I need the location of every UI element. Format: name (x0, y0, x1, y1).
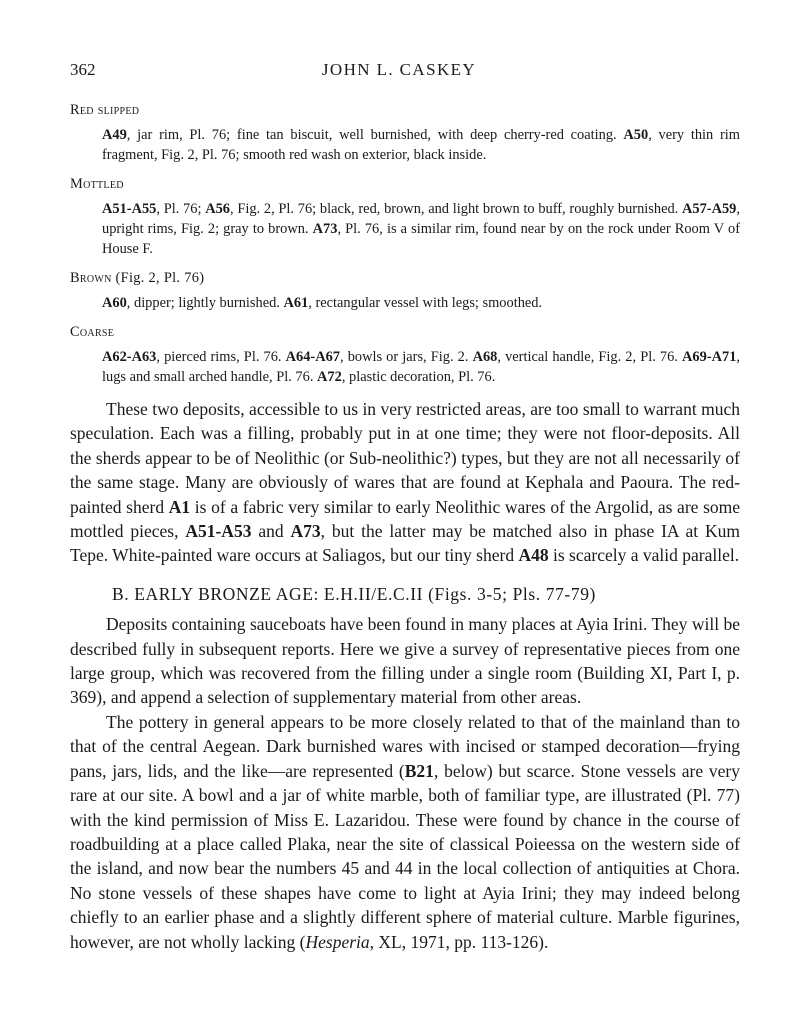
paragraph-text: is of a fabric very similar to early Neolithic wares of the Argolid, as are some mottled pieces, (70, 496, 741, 542)
paragraph-text: The pottery in general appears to be more closely related to that of the mainland than to that of the central Aegean. Dark burnished wares with incised or stamped decoration—frying pans, jars, lids, and the like—are represented ( (70, 711, 740, 781)
heading-mottled: Mottled (70, 176, 124, 192)
catalogue-number: A57-A59 (682, 201, 737, 217)
entry-text: , jar rim, Pl. 76; fine tan biscuit, well burnished, with deep cherry-red coating. (126, 127, 624, 143)
section-heading: B. EARLY BRONZE AGE: E.H.II/E.C.II (Figs. 3-5; Pls. 77-79) (112, 583, 596, 604)
running-head (70, 60, 728, 82)
catalogue-number: B21 (404, 760, 434, 781)
catalogue-number: A69-A71 (682, 349, 737, 365)
catalogue-number: A60 (102, 295, 127, 311)
catalogue (70, 100, 740, 387)
journal-title: Hesperia (305, 931, 370, 952)
entry-text: , pierced rims, Pl. 76. (156, 349, 286, 365)
catalogue-number: A73 (290, 521, 321, 542)
paragraph-text: , but the latter may be matched also in phase IA at Kum Tepe. White-painted ware occurs at Saliagos, but our tiny sherd (70, 521, 740, 566)
catalogue-number: A73 (312, 221, 338, 237)
heading-red-slipped: Red slipped (70, 102, 140, 118)
body-text (70, 397, 740, 954)
entry-coarse (102, 347, 740, 387)
paragraph-text: , below) but scarce. Stone vessels are very rare at our site. A bowl and a jar of white marble, both of familiar type, are illustrated (Pl. 77) with the kind permission of Miss E. Lazaridou. These were found by chance in the course of roadbuilding at a place called Plaka, near the site of classical Poieessa on the western side of the island, and now bear the numbers 45 and 44 in the local collection of antiquities at Chora. No stone vessels of these shapes have come to light at Ayia Irini; they may indeed belong chiefly to an earlier phase and a slightly different sphere of material culture. Marble figurines, however, are not wholly lacking ( (70, 760, 741, 952)
catalogue-number: A50 (623, 127, 649, 143)
entry-text: , very thin rim fragment, Fig. 2, Pl. 76; smooth red wash on exterior, black inside. (102, 127, 740, 163)
catalogue-number: A51-A55 (102, 201, 157, 217)
entry-mottled (102, 199, 740, 259)
page-number: 362 (70, 60, 96, 79)
paragraph-sauceboat-deposits: Deposits containing sauceboats have been found in many places at Ayia Irini. They will be described fully in subsequent reports. Here we give a survey of representative pieces from one large group, which was recovered from the filling under a single room (Building XI, Part I, p. 369), and append a selection of supplementary material from other areas. (70, 614, 740, 708)
entry-text: , dipper; lightly burnished. (126, 295, 284, 311)
entry-text: , Fig. 2, Pl. 76; black, red, brown, and light brown to buff, roughly burnished. (229, 201, 683, 217)
paragraph-text: is scarcely a valid parallel. (548, 545, 740, 566)
catalogue-number: A62-A63 (102, 349, 157, 365)
catalogue-number: A49 (102, 127, 127, 143)
heading-coarse: Coarse (70, 324, 115, 340)
entry-text: , rectangular vessel with legs; smoothed. (308, 295, 543, 311)
catalogue-number: A56 (205, 201, 230, 217)
paragraph-text: These two deposits, accessible to us in very restricted areas, are too small to warrant much speculation. Each was a filling, probably put in at one time; they were not floor-deposits. All the sherds appear to be of Neolithic (or Sub-neolithic?) types, but they are not all necessarily of the same stage. Many are obviously of wares that are found at Kephala and Paoura. The red-painted sherd (70, 399, 740, 517)
paragraph-text: and (251, 521, 291, 542)
entry-text: , Pl. 76; (156, 201, 206, 217)
entry-text: , upright rims, Fig. 2; gray to brown. (102, 201, 740, 237)
catalogue-number: A61 (283, 295, 309, 311)
entry-text: , vertical handle, Fig. 2, Pl. 76. (497, 349, 683, 365)
catalogue-number: A72 (317, 369, 342, 385)
catalogue-number: A48 (518, 545, 549, 566)
catalogue-number: A1 (168, 496, 191, 517)
heading-brown (70, 268, 740, 288)
entry-text: , Pl. 76, is a similar rim, found near by on the rock under Room V of House F. (102, 221, 740, 257)
entry-text: , plastic decoration, Pl. 76. (341, 369, 496, 385)
entry-red-slipped (102, 125, 740, 165)
entry-text: , lugs and small arched handle, Pl. 76. (102, 349, 740, 385)
paragraph-pottery-relations (70, 710, 740, 954)
heading-brown-reference: (Fig. 2, Pl. 76) (111, 270, 205, 286)
running-head-author: JOHN L. CASKEY (321, 60, 477, 79)
entry-text: , bowls or jars, Fig. 2. (339, 349, 473, 365)
paragraph-deposits-discussion (70, 397, 740, 568)
heading-brown-label: Brown (70, 270, 112, 286)
catalogue-number: A64-A67 (285, 349, 340, 365)
catalogue-number: A51-A53 (185, 521, 252, 542)
paragraph-text: , XL, 1971, pp. 113-126). (369, 931, 549, 952)
catalogue-number: A68 (472, 349, 498, 365)
entry-brown (102, 293, 740, 313)
